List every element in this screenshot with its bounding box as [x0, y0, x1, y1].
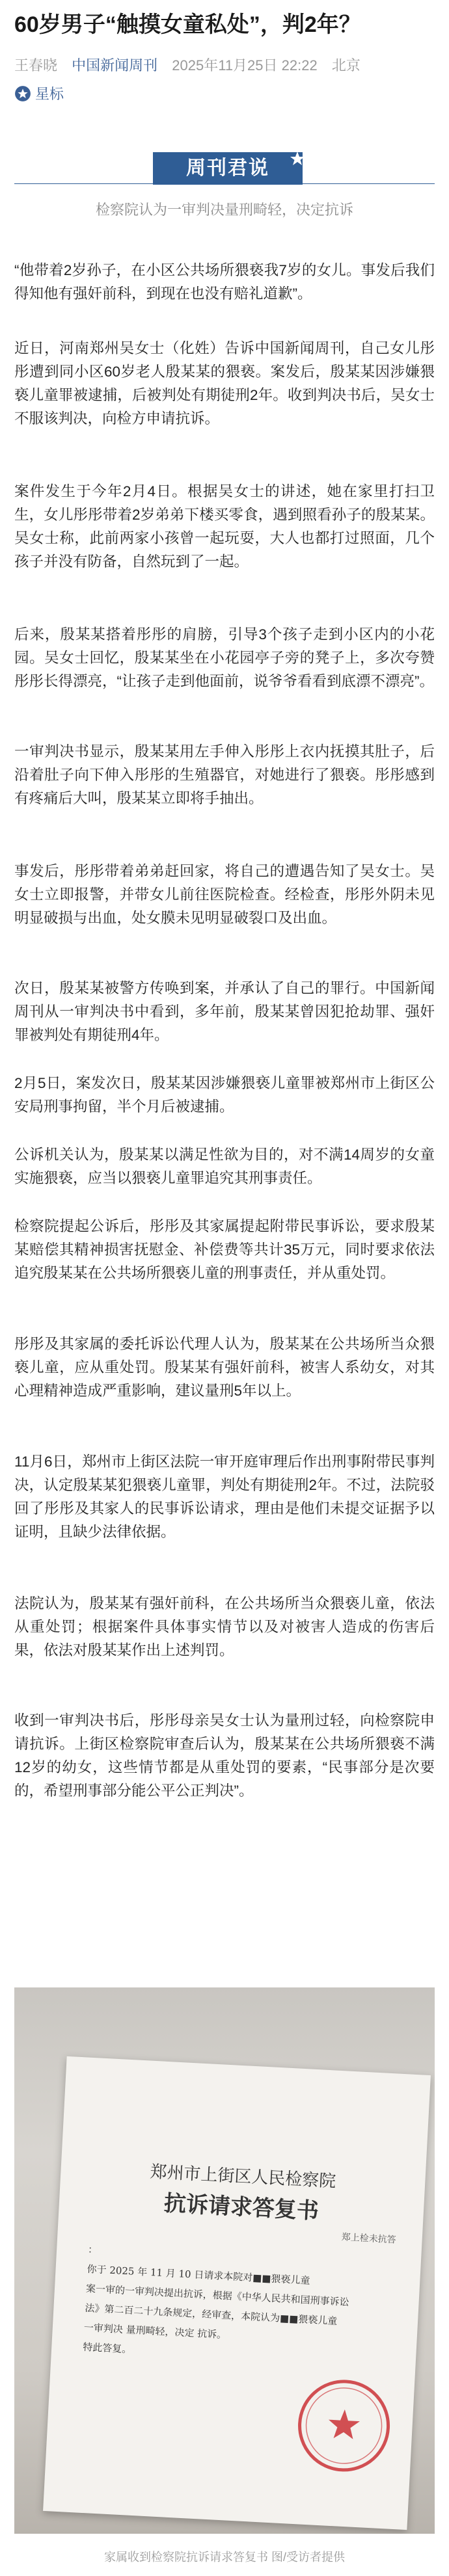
article-deck: 检察院认为一审判决量刑畸轻，决定抗诉	[95, 202, 353, 218]
document-line: 法》第二百二十九条规定，经审查，本院认为■■猥亵儿童	[85, 2302, 338, 2328]
banner-label: 周刊君说	[186, 157, 269, 179]
official-seal-icon	[293, 2374, 396, 2477]
paragraph: 一审判决书显示，殷某某用左手伸入彤彤上衣内抚摸其肚子，后沿着肚子向下伸入彤彤的生殖器官，对她进行了猥亵。彤彤感到有疼痛后大叫，殷某某立即将手抽出。	[14, 743, 435, 806]
banner-divider-right	[303, 183, 435, 184]
star-label: 星标	[35, 86, 64, 102]
source-link[interactable]: 中国新闻周刊	[72, 57, 158, 73]
paragraph: 事发后，彤彤带着弟弟赶回家，将自己的遭遇告知了吴女士。吴女士立即报警，并带女儿前往医院检查。经检查，彤彤外阴未见明显破损与出血，处女膜未见明显破裂口及出血。	[14, 863, 435, 926]
paragraph: 检察院提起公诉后，彤彤及其家属提起附带民事诉讼，要求殷某某赔偿其精神损害抚慰金、补偿费等共计35万元，同时要求依法追究殷某某在公共场所猥亵儿童的刑事责任，并从重处罚。	[14, 1218, 435, 1281]
paragraph: 2月5日，案发次日，殷某某因涉嫌猥亵儿童罪被郑州市上街区公安局刑事拘留，半个月后被逮捕。	[14, 1075, 435, 1115]
document-line: 特此答复。	[82, 2341, 132, 2356]
photo-caption: 家属收到检察院抗诉请求答复书 图/受访者提供	[104, 2551, 345, 2564]
publish-location: 北京	[331, 57, 361, 73]
document-title: 抗诉请求答复书	[163, 2190, 320, 2225]
document-line: 案一审的一审判决提出抗诉，根据《中华人民共和国刑事诉讼	[85, 2282, 349, 2309]
paragraph: 后来，殷某某搭着彤彤的肩膀，引导3个孩子走到小区内的小花园。吴女士回忆，殷某某坐在小花园亭子旁的凳子上，多次夸赞彤彤长得漂亮，“让孩子走到他面前，说爷爷看看到底漂不漂亮”。	[14, 626, 435, 689]
document-photo	[14, 1987, 435, 2534]
article-title: 60岁男子“触摸女童私处”，判2年？	[14, 12, 361, 37]
publish-date: 2025年11月25日 22:22	[172, 57, 318, 73]
document-body	[83, 2240, 394, 2372]
paragraph: 案件发生于今年2月4日。根据吴女士的讲述，她在家里打扫卫生，女儿彤彤带着2岁弟弟下楼买零食，遇到照看孙子的殷某某。吴女士称，此前两家小孩曾一起玩耍，大人也都打过照面，几个孩子并没有防备，自然玩到了一起。	[14, 483, 435, 570]
paragraph: 近日，河南郑州吴女士（化姓）告诉中国新闻周刊，自己女儿彤彤遭到同小区60岁老人殷某某的猥亵。案发后，殷某某因涉嫌猥亵儿童罪被逮捕，后被判处有期徒刑2年。收到判决书后，吴女士不服该判决，向检方申请抗诉。	[14, 340, 435, 427]
document-line: ：	[87, 2243, 98, 2256]
paragraph: “他带着2岁孙子，在小区公共场所猥亵我7岁的女儿。事发后我们得知他有强奸前科，到现在也没有赔礼道歉”。	[14, 262, 435, 302]
paragraph: 彤彤及其家属的委托诉讼代理人认为，殷某某在公共场所当众猥亵儿童，应从重处罚。殷某某有强奸前科，被害人系幼女，对其心理精神造成严重影响，建议量刑5年以上。	[14, 1336, 435, 1399]
reply-document	[43, 2056, 431, 2530]
article-meta	[14, 55, 371, 75]
paragraph: 法院认为，殷某某有强奸前科，在公共场所当众猥亵儿童，依法从重处罚；根据案件具体事实情节以及对被害人造成的伤害后果，依法对殷某某作出上述判罚。	[14, 1595, 435, 1658]
paragraph: 次日，殷某某被警方传唤到案，并承认了自己的罪行。中国新闻周刊从一审判决书中看到，多年前，殷某某曾因犯抢劫罪、强奸罪被判处有期徒刑4年。	[14, 980, 435, 1043]
document-issuer: 郑州市上街区人民检察院	[149, 2162, 336, 2192]
paragraph: 收到一审判决书后，彤彤母亲吴女士认为量刑过轻，向检察院申请抗诉。上街区检察院审查后认为，殷某某在公共场所猥亵不满12岁的幼女，这些情节都是从重处罚的要素，“民事部分是次要的，希望刑事部分能公平公正判决”。	[14, 1712, 435, 1799]
author-name[interactable]: 王春晓	[14, 57, 58, 73]
star-button[interactable]	[14, 83, 64, 103]
document-number: 郑上检未抗答	[341, 2231, 397, 2245]
star-icon	[14, 85, 31, 102]
paragraph: 11月6日，郑州市上街区法院一审开庭审理后作出刑事附带民事判决，认定殷某某犯猥亵儿童罪，判处有期徒刑2年。不过，法院驳回了彤彤及其家人的民事诉讼请求，理由是他们未提交证据予以证明，且缺少法律依据。	[14, 1454, 435, 1540]
document-line: 你于 2025 年 11 月 10 日请求本院对■■猥亵儿童	[87, 2263, 310, 2287]
star-decoration-icon	[290, 151, 305, 166]
paragraph: 公诉机关认为，殷某某以满足性欲为目的，对不满14周岁的女童实施猥亵，应当以猥亵儿童罪追究其刑事责任。	[14, 1147, 435, 1186]
document-line: 一审判决 量刑畸轻，决定 抗诉。	[83, 2321, 227, 2341]
banner-divider-left	[14, 183, 153, 184]
column-banner	[153, 152, 303, 185]
